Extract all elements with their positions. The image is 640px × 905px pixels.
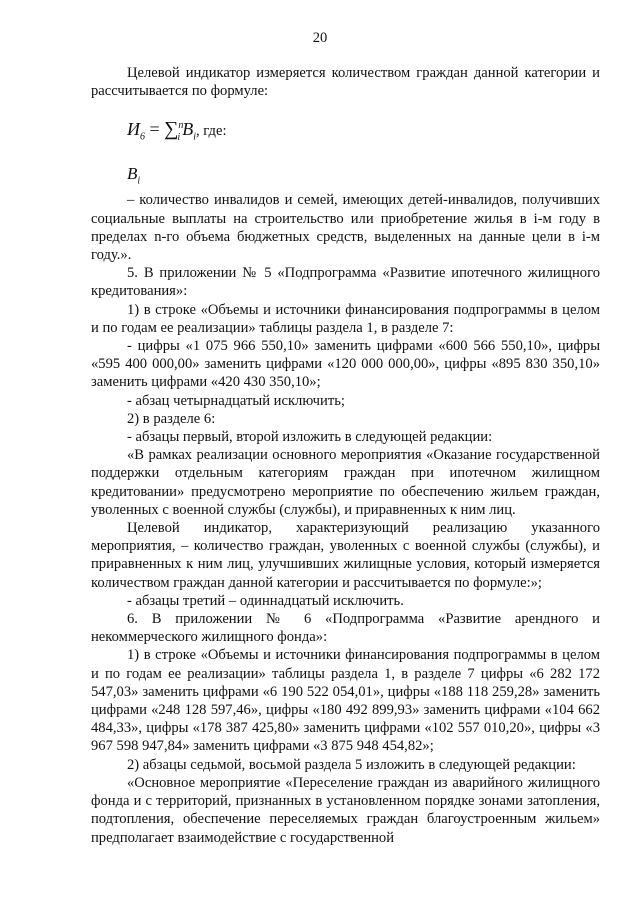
formula-lhs: И <box>127 119 140 140</box>
document-body <box>91 64 600 847</box>
formula-lhs-sub: 6 <box>140 132 145 143</box>
paragraph-item-5: 5. В приложении № 5 «Подпрограмма «Развитие ипотечного жилищного кредитования»: <box>91 265 600 300</box>
formula <box>127 114 600 150</box>
formula-sum-sign: ∑ <box>164 118 179 141</box>
formula-sum-upper: n <box>178 120 184 132</box>
paragraph-item-5-2-exclude: - абзацы третий – одиннадцатый исключить. <box>127 592 404 609</box>
formula-where: , где: <box>195 123 227 140</box>
formula-equals: = <box>145 119 165 140</box>
paragraph-item-5-2: 2) в разделе 6: <box>127 410 216 427</box>
variable-definition-symbol <box>91 158 600 191</box>
formula-sum-lower: i <box>177 132 181 143</box>
paragraph-quote-indicator: Целевой индикатор, характеризующий реализацию указанного мероприятия, – количество граждан, уволенных с военной службы (службы), и приравненных к ним лиц, улучшивших жилищные условия, который измеряется количеством граждан данной категории и рассчитывается по формуле:»; <box>91 520 600 591</box>
paragraph-quote-main-activity: «Основное мероприятие «Переселение граждан из аварийного жилищного фонда и с территорий, признанных в установленном порядке зонами затопления, подтопления, обеспечение переселяемых граждан благоустроенным жильем» предполагает взаимодействие с государственной <box>91 774 600 846</box>
paragraph-item-6-2: 2) абзацы седьмой, восьмой раздела 5 изложить в следующей редакции: <box>127 756 576 773</box>
paragraph-indicator-intro: Целевой индикатор измеряется количеством граждан данной категории и рассчитывается по формуле: <box>91 65 600 100</box>
variable-b-sub: i <box>137 175 141 187</box>
paragraph-item-5-1-exclude: - абзац четырнадцатый исключить; <box>127 392 345 409</box>
paragraph-item-5-1-figures: - цифры «1 075 966 550,10» заменить цифрами «600 566 550,10», цифры «595 400 000,00» заменить цифрами «120 000 000,00», цифры «895 830 350,10» заменить цифрами «420 430 350,10»; <box>91 338 600 391</box>
paragraph-variable-definition: – количество инвалидов и семей, имеющих детей-инвалидов, получивших социальные выплаты на строительство или приобретение жилья в i-м году в пределах n-го объема бюджетных средств, выделенных на данные цели в i-м году.». <box>91 192 600 263</box>
paragraph-item-5-1: 1) в строке «Объемы и источники финансирования подпрограммы в целом и по годам ее реализации» таблицы раздела 1, в разделе 7: <box>91 301 600 336</box>
formula-term: B <box>182 119 194 140</box>
paragraph-item-5-2-edit: - абзацы первый, второй изложить в следующей редакции: <box>127 429 493 446</box>
formula-term-sub: i <box>193 132 196 143</box>
paragraph-item-6-1: 1) в строке «Объемы и источники финансирования подпрограммы в целом и по годам ее реализации» таблицы раздела 1, в разделе 7 цифры «6 282 172 547,03» заменить цифрами «6 190 522 054,01», цифры «188 118 259,28» заменить цифрами «248 128 597,46», цифры «180 492 899,93» заменить цифрами «104 662 484,33», цифры «178 387 425,80» заменить цифрами «102 557 010,20», цифры «3 967 598 947,84» заменить цифрами «3 875 948 454,82»; <box>91 647 600 755</box>
paragraph-item-6: 6. В приложении № 6 «Подпрограмма «Развитие арендного и некоммерческого жилищного фонда»: <box>91 611 600 646</box>
paragraph-quote-activity: «В рамках реализации основного мероприятия «Оказание государственной поддержки отдельным категориям граждан при ипотечном жилищном кредитовании» предусмотрено мероприятие по обеспечению жильем граждан, уволенных с военной службы (службы), и приравненных к ним лиц. <box>91 447 600 518</box>
variable-b: B <box>127 164 138 183</box>
page-number: 20 <box>312 30 328 46</box>
